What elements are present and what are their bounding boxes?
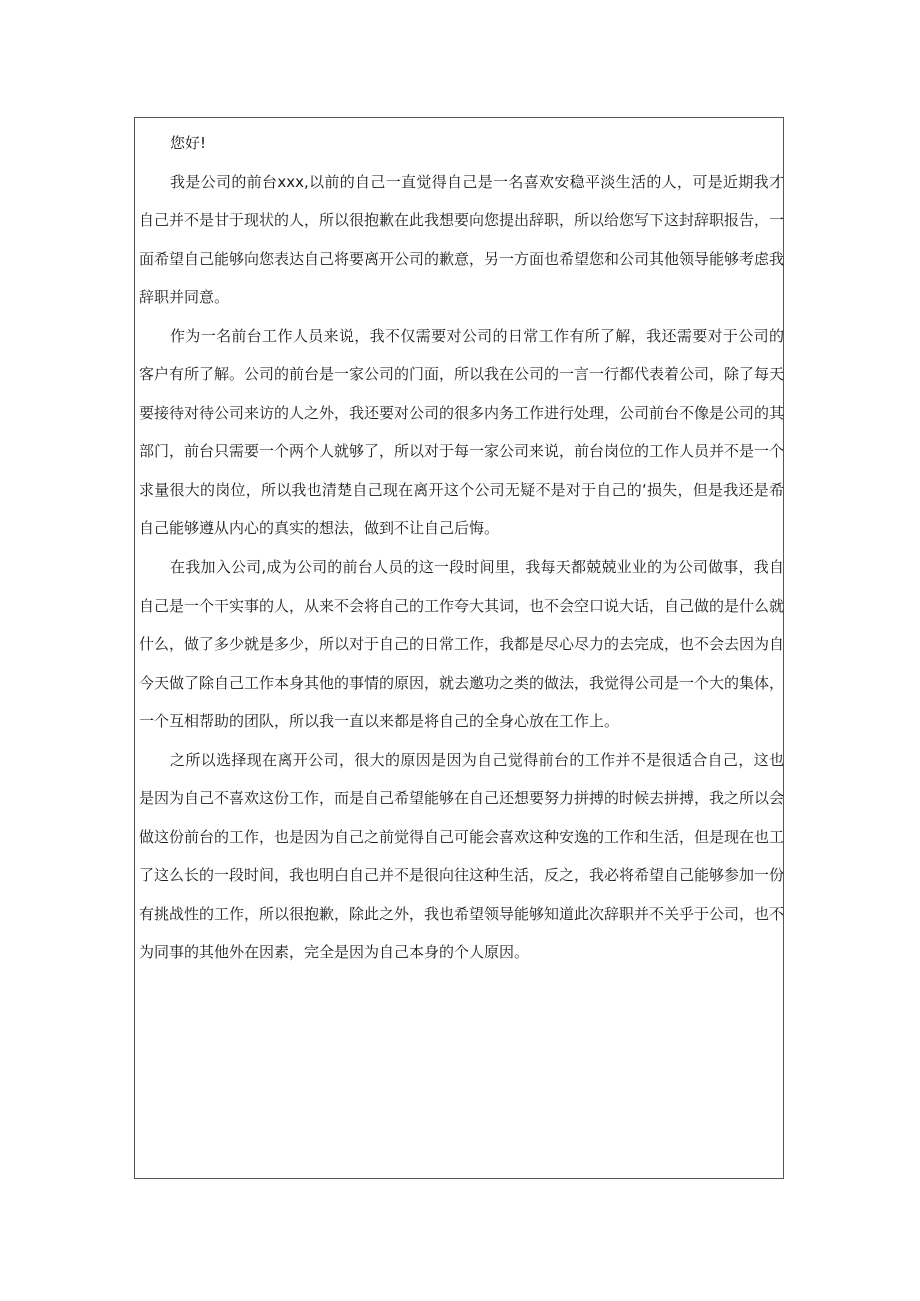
paragraph-line: 在我加入公司,成为公司的前台人员的这一段时间里，我每天都兢兢业业的为公司做事，我自: [170, 558, 784, 577]
paragraph-2: [139, 317, 784, 548]
paragraph-3: [139, 548, 784, 741]
paragraph-line: 今天做了除自己工作本身其他的事情的原因，就去邀功之类的做法，我觉得公司是一个大的集体，: [139, 673, 784, 692]
paragraph-1: [139, 163, 784, 317]
paragraph-line: 为同事的其他外在因素，完全是因为自己本身的个人原因。: [139, 943, 530, 962]
paragraph-line: 我是公司的前台xxx,以前的自己一直觉得自己是一名喜欢安稳平淡生活的人，可是近期我才: [170, 172, 784, 191]
paragraph-line: 一个互相帮助的团队，所以我一直以来都是将自己的全身心放在工作上。: [139, 712, 620, 731]
paragraph-line: 求量很大的岗位，所以我也清楚自己现在离开这个公司无疑不是对于自己的‘损失，但是我还是希: [139, 480, 784, 499]
paragraph-line: 自己能够遵从内心的真实的想法，做到不让自己后悔。: [139, 519, 500, 538]
paragraph-line: 辞职并同意。: [139, 288, 230, 307]
paragraph-line: 自己是一个干实事的人，从来不会将自己的工作夸大其词，也不会空口说大话，自己做的是什么就: [139, 596, 784, 615]
paragraph-line: 做这份前台的工作，也是因为自己之前觉得自己可能会喜欢这种安逸的工作和生活，但是现在也工: [139, 827, 784, 846]
resignation-letter-body: [139, 124, 784, 972]
greeting: 您好!: [170, 134, 207, 152]
paragraph-line: 什么，做了多少就是多少，所以对于自己的日常工作，我都是尽心尽力的去完成，也不会去因为自: [139, 635, 784, 654]
paragraph-line: 客户有所了解。公司的前台是一家公司的门面，所以我在公司的一言一行都代表着公司，除了每天: [139, 365, 784, 384]
paragraph-4: [139, 741, 784, 972]
paragraph-line: 面希望自己能够向您表达自己将要离开公司的歉意，另一方面也希望您和公司其他领导能够考虑我: [139, 249, 784, 268]
paragraph-line: 自己并不是甘于现状的人，所以很抱歉在此我想要向您提出辞职，所以给您写下这封辞职报告，一: [139, 211, 784, 230]
paragraph-line: 有挑战性的工作，所以很抱歉，除此之外，我也希望领导能够知道此次辞职并不关乎于公司，也不: [139, 904, 784, 923]
paragraph-line: 了这么长的一段时间，我也明白自己并不是很向往这种生活，反之，我必将希望自己能够参加一份: [139, 866, 784, 885]
paragraph-line: 是因为自己不喜欢这份工作，而是自己希望能够在自己还想要努力拼搏的时候去拼搏，我之所以会: [139, 789, 784, 808]
paragraph-line: 部门，前台只需要一个两个人就够了，所以对于每一家公司来说，前台岗位的工作人员并不是一个: [139, 442, 784, 461]
paragraph-line: 要接待对待公司来访的人之外，我还要对公司的很多内务工作进行处理，公司前台不像是公司的其: [139, 403, 784, 422]
paragraph-line: 作为一名前台工作人员来说，我不仅需要对公司的日常工作有所了解，我还需要对于公司的: [170, 326, 784, 345]
paragraph-line: 之所以选择现在离开公司，很大的原因是因为自己觉得前台的工作并不是很适合自己，这也: [170, 750, 784, 769]
